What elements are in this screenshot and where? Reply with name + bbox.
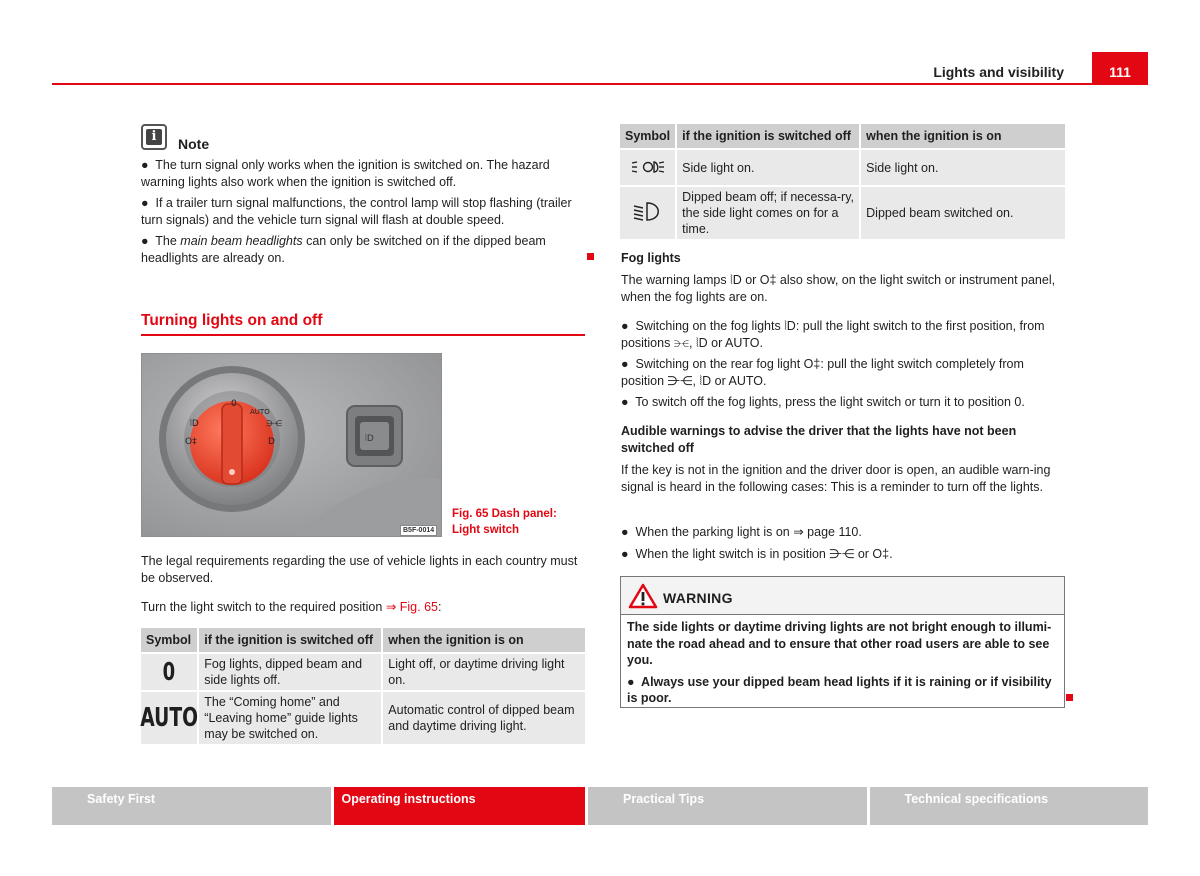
list-item: ● Switching on the fog lights ⦚D: pull the light switch to the first position, from positions ⋺⋲, ⦚D or AUTO. [621, 319, 1045, 350]
column-header: when the ignition is on [860, 124, 1065, 149]
section-title: Lights and visibility [933, 64, 1064, 80]
page-number: 111 [1092, 52, 1148, 85]
svg-text:AUTO: AUTO [250, 408, 270, 416]
list-item: ● When the parking light is on ⇒ page 110. [621, 525, 862, 539]
table-cell: Side light on. [676, 149, 860, 186]
heading-divider [141, 334, 585, 336]
column-header: Symbol [620, 124, 676, 149]
svg-text:⦚D: ⦚D [190, 419, 199, 429]
svg-text:O‡: O‡ [185, 437, 197, 447]
note-item: ● The main beam headlights can only be switched on if the dipped beam headlights are already on. [141, 234, 546, 265]
table-cell: The “Coming home” and “Leaving home” guide lights may be switched on. [198, 691, 382, 744]
table-cell: Dipped beam switched on. [860, 186, 1065, 239]
table-cell: Side light on. [860, 149, 1065, 186]
figure-link[interactable]: ⇒ Fig. 65 [385, 600, 438, 614]
list-item: ● When the light switch is in position ⋺⋲ or O‡. [621, 546, 893, 561]
footer-tab-operating-instructions[interactable]: Operating instructions [334, 787, 586, 825]
note-item: ● The turn signal only works when the ignition is switched on. The hazard warning lights also work when the ignition is switched off. [141, 158, 550, 189]
footer-tab-practical-tips[interactable]: Practical Tips [588, 787, 867, 825]
table-cell: Light off, or daytime driving light on. [382, 653, 585, 691]
table-cell: Dipped beam off; if necessa-ry, the side light comes on for a time. [676, 186, 860, 239]
section-end-marker [587, 253, 594, 260]
warning-title: WARNING [663, 590, 733, 606]
info-icon: i [141, 124, 167, 150]
light-switch-table [141, 628, 585, 744]
column-header: if the ignition is switched off [676, 124, 860, 149]
column-header: when the ignition is on [382, 628, 585, 653]
svg-text:D: D [268, 437, 275, 447]
table-row [141, 653, 585, 691]
light-switch-figure [141, 353, 442, 537]
legal-paragraph: The legal requirements regarding the use of vehicle lights in each country must be observed. [141, 554, 578, 585]
audible-heading: Audible warnings to advise the driver that the lights have not been switched off [621, 424, 1017, 455]
section-end-marker [1066, 694, 1073, 701]
table-cell: Automatic control of dipped beam and daytime driving light. [382, 691, 585, 744]
dipped-beam-icon [620, 186, 676, 239]
warning-body: The side lights or daytime driving lights are not bright enough to illumi-nate the road ahead and to ensure that other road users are able to see you. ● Always use your dipped beam head lights if it is raining or if visibility is poor. [627, 620, 1052, 705]
audible-list [621, 524, 1066, 567]
section-heading: Turning lights on and off [141, 312, 323, 329]
table-cell: Fog lights, dipped beam and side lights off. [198, 653, 382, 691]
symbol-cell: 0 [141, 653, 198, 691]
warning-box [620, 576, 1065, 708]
svg-text:⦚D: ⦚D [365, 434, 374, 444]
footer-tab-safety-first[interactable]: Safety First [52, 787, 331, 825]
note-item: ● If a trailer turn signal malfunctions, the control lamp will stop flashing (trailer turn signals) and the vehicle turn signal will flash at double speed. [141, 196, 572, 227]
svg-text:⋺⋲: ⋺⋲ [266, 419, 282, 428]
note-title: Note [178, 136, 210, 152]
side-light-icon [620, 149, 676, 186]
warning-triangle-icon [628, 583, 658, 609]
header-divider [52, 83, 1148, 85]
list-item: ● To switch off the fog lights, press the light switch or turn it to position 0. [621, 395, 1025, 409]
figure-caption: Fig. 65 Dash panel: Light switch [452, 508, 557, 536]
symbol-cell: AUTO [141, 691, 198, 744]
note-list [141, 157, 586, 271]
audible-paragraph: If the key is not in the ignition and the driver door is open, an audible warn-ing signal is heard in the following cases: This is a reminder to turn off the lights. [621, 463, 1051, 494]
instruction-paragraph: Turn the light switch to the required position ⇒ Fig. 65: [141, 600, 442, 614]
fog-heading: Fog lights [621, 251, 681, 265]
footer-nav [52, 787, 1148, 825]
column-header: Symbol [141, 628, 198, 653]
table-row [141, 691, 585, 744]
table-row [620, 186, 1065, 239]
column-header: if the ignition is switched off [198, 628, 382, 653]
svg-text:0: 0 [231, 399, 237, 409]
list-item: ● Switching on the rear fog light O‡: pull the light switch completely from position ⋺⋲, ⦚D or AUTO. [621, 357, 1024, 388]
warning-header [621, 577, 1064, 615]
fog-list [621, 318, 1066, 416]
footer-tab-technical-specifications[interactable]: Technical specifications [870, 787, 1149, 825]
figure-code: B5F-0014 [400, 525, 437, 536]
fog-paragraph: The warning lamps ⦚D or O‡ also show, on the light switch or instrument panel, when the fog lights are on. [621, 273, 1056, 304]
table-row [620, 149, 1065, 186]
light-symbol-table [620, 124, 1065, 239]
